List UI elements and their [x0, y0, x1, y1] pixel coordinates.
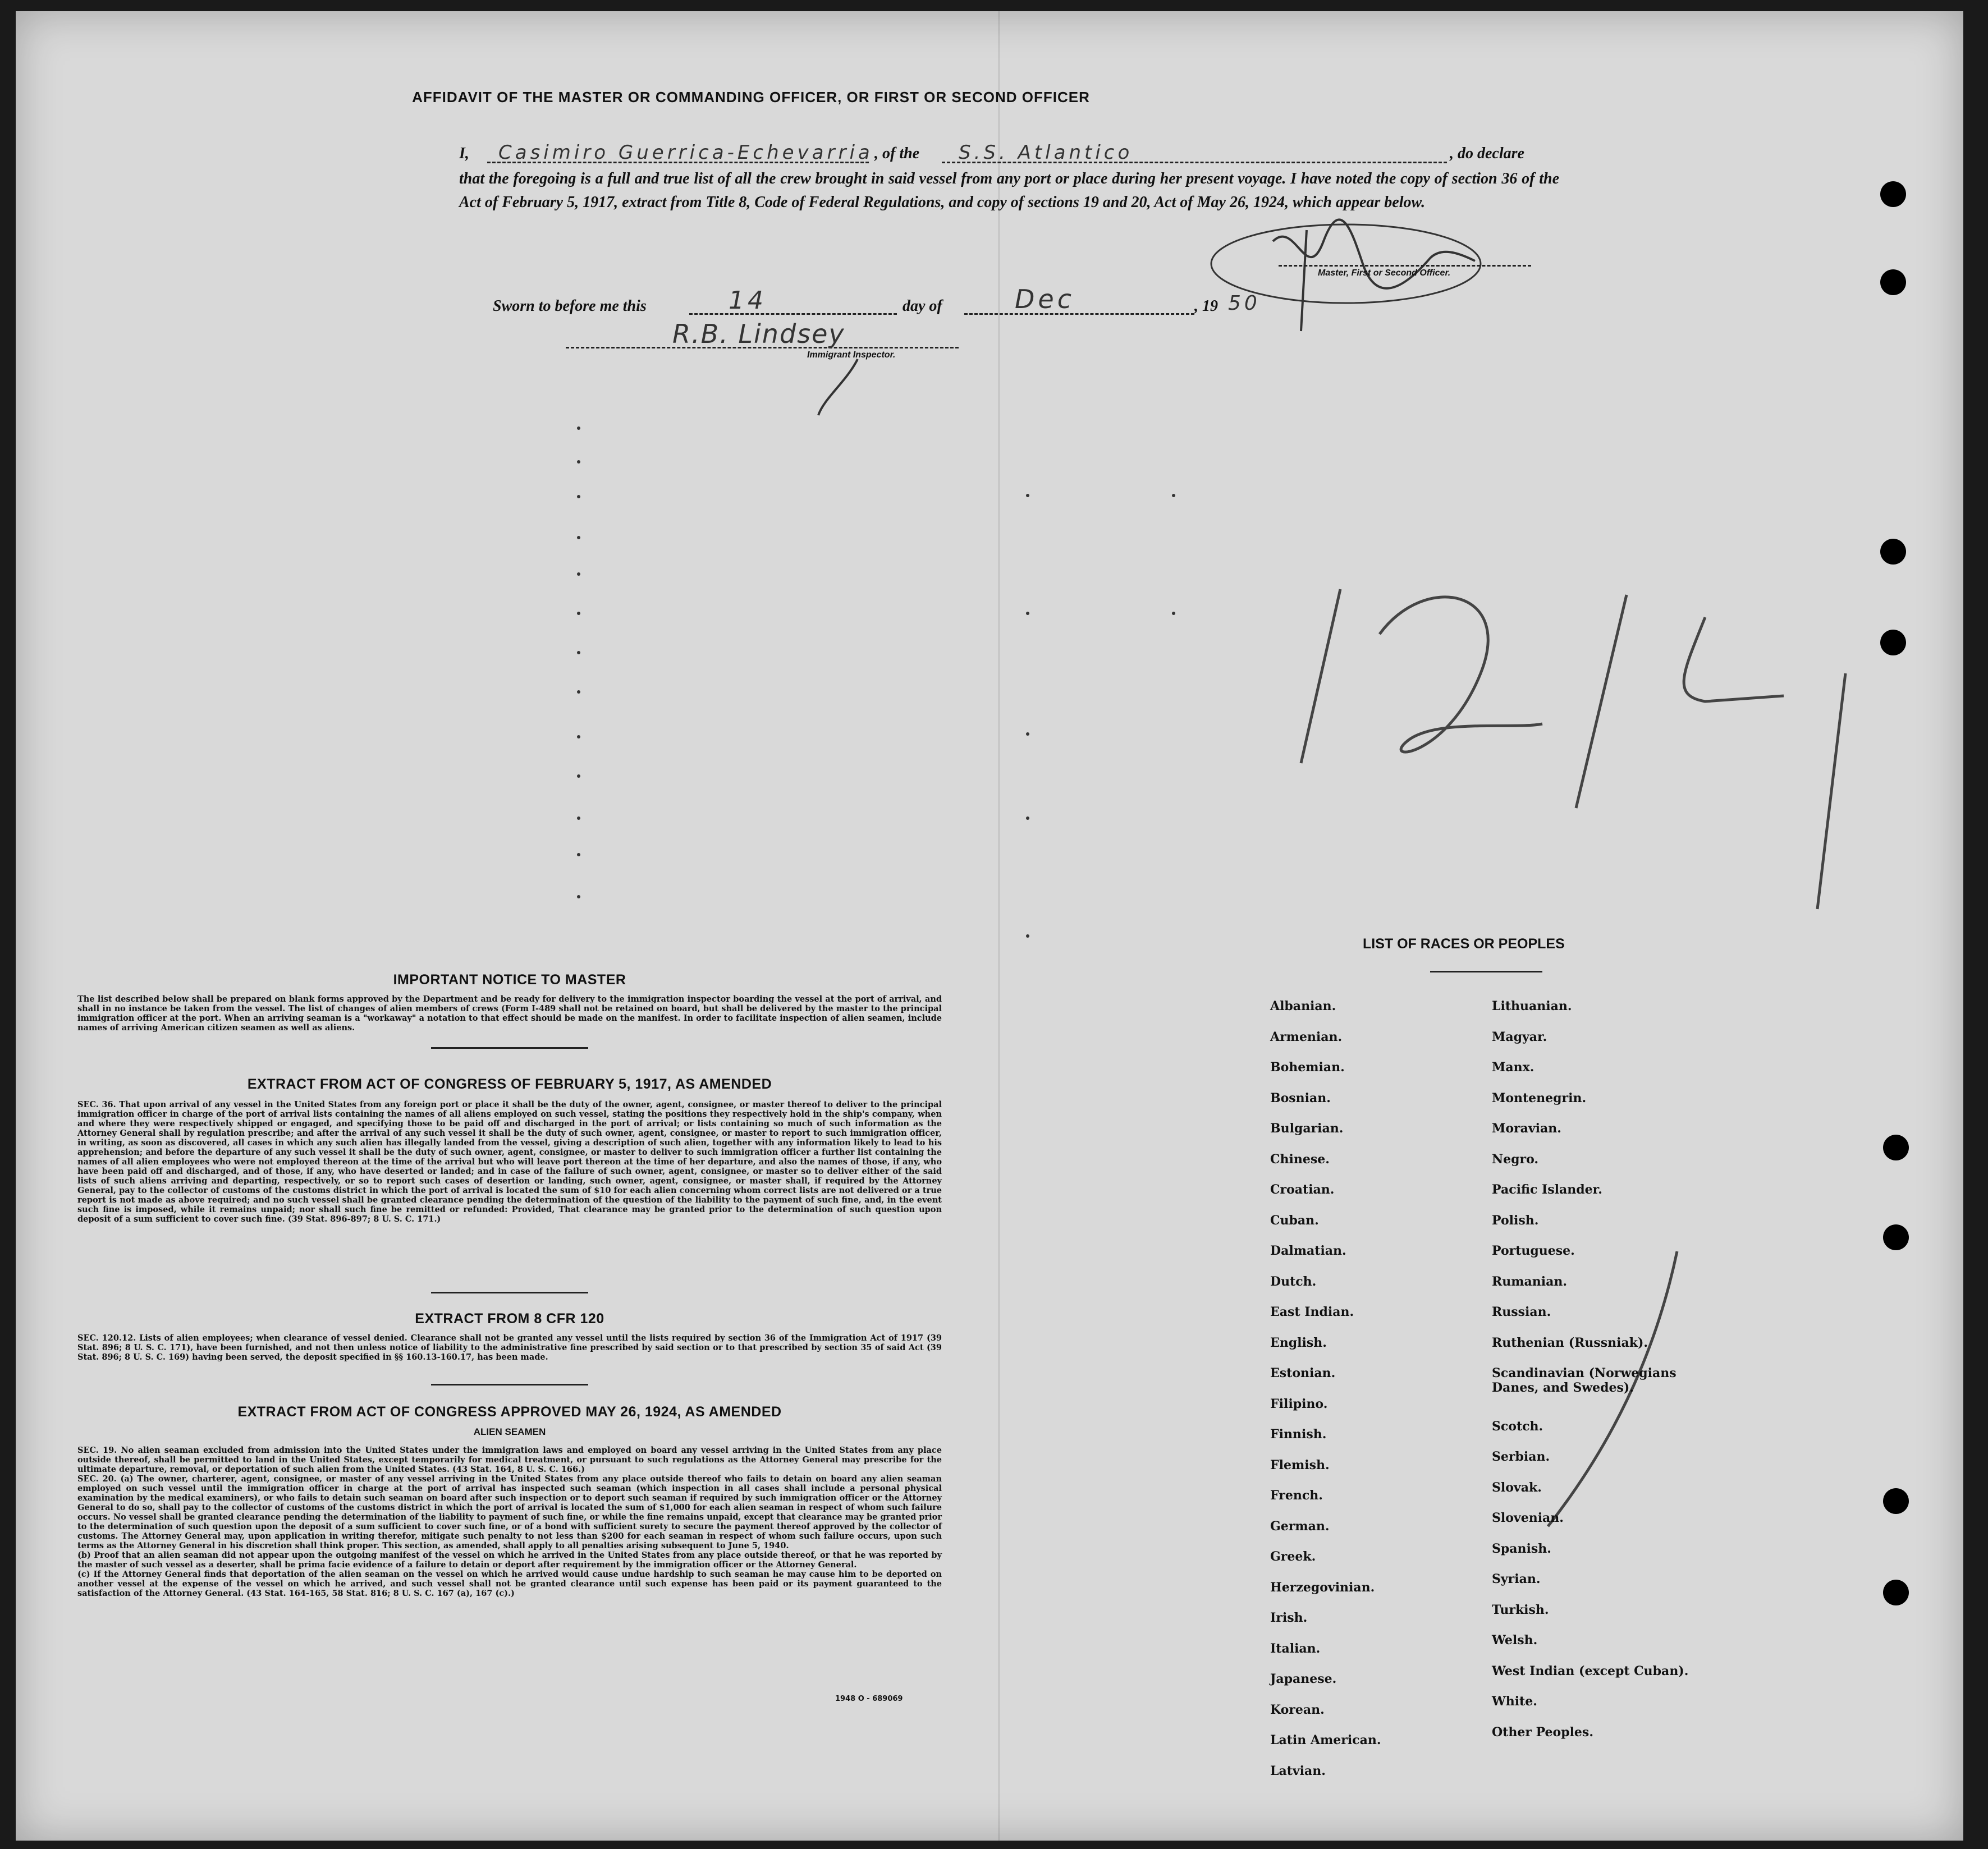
- extractcfr-text: SEC. 120.12. Lists of alien employees; when clearance of vessel denied. Clearance shall not be granted any vessel until the lists required by section 36 of the Immigration Act of 1917 (39 Stat. 896; 8 U. S. C. 171), have been furnished, and not then unless notice of liability to the administrative fine prescribed by said section or to that prescribed by section 35 of said Act (39 Stat. 896; 8 U. S. C. 169) having been served, the deposit specified in §§ 160.13-160.17, has been made.: [77, 1333, 942, 1362]
- race-item: Montenegrin.: [1492, 1090, 1587, 1105]
- binder-hole: [1880, 539, 1906, 565]
- race-item: Lithuanian.: [1492, 999, 1572, 1013]
- race-item: Scandinavian (Norwegians Danes, and Swedes).: [1492, 1366, 1676, 1395]
- inspector-flourish: [801, 354, 869, 421]
- race-item: Welsh.: [1492, 1633, 1538, 1648]
- extract1917-text: SEC. 36. That upon arrival of any vessel in the United States from any foreign port or place it shall be the duty of the owner, agent, consignee, or master thereof to deliver to the principal immigration officer in charge of the port of arrival lists containing the names of all aliens employed on such vessel, stating the positions they respectively hold in the ship's company, when and where they were respectively shipped or engaged, and specifying those to be paid off and discharged in the port of arrival; or lists containing so much of such information as the Attorney General shall by regulation prescribe; and after the arrival of any such vessel it shall be the duty of such owner, agent, consignee, or master to report to such immigration officer, in writing, as soon as discovered, all cases in which any such alien has illegally landed from the vessel, giving a description of such alien, together with any information likely to lead to his apprehension; and before the departure of any such vessel it shall be the duty of such owner, agent, consignee, or master to deliver to such immigration officer a further list containing the names of all alien employees who were not employed thereon at the time of the arrival but who will leave port thereon at the time of her departure, and also the names of those, if any, who have been paid off and discharged, and of those, if any, who have deserted or landed; and in case of the failure of such owner, agent, consignee, or master so to deliver either of the said lists of such aliens arriving and departing, respectively, or so to report such cases of desertion or landing, such owner, agent, consignee, or master shall, if required by the Attorney General, pay to the collector of customs of the customs district in which the port of arrival is located the sum of $10 for each alien concerning whom correct lists are not delivered or a true report is not made as above required; and no such vessel shall be granted clearance pending the determination of the question of the liability to the payment of such fine, and, in the event such fine is imposed, while it remains unpaid; nor shall such fine be remitted or refunded: Provided, That clearance may be granted prior to the determination of such question upon deposit of a sum sufficient to cover such fine. (39 Stat. 896-897; 8 U. S. C. 171.): [77, 1100, 942, 1224]
- notice-rule: [431, 1047, 588, 1049]
- race-item: French.: [1270, 1488, 1323, 1503]
- race-item: Serbian.: [1492, 1449, 1550, 1464]
- race-item: Russian.: [1492, 1305, 1551, 1319]
- race-item: Slovak.: [1492, 1480, 1542, 1495]
- race-item: Turkish.: [1492, 1602, 1549, 1617]
- race-item: Polish.: [1492, 1213, 1539, 1228]
- race-item: Latin American.: [1270, 1733, 1381, 1747]
- race-item: Croatian.: [1270, 1182, 1335, 1197]
- races-title: LIST OF RACES OR PEOPLES: [1363, 936, 1565, 952]
- race-item: Finnish.: [1270, 1427, 1327, 1442]
- race-item: Japanese.: [1270, 1672, 1337, 1686]
- inspector-label: Immigrant Inspector.: [807, 350, 896, 360]
- race-item: Armenian.: [1270, 1029, 1343, 1044]
- handwritten-note-drawing: [1279, 527, 1896, 920]
- race-item: Flemish.: [1270, 1457, 1330, 1472]
- race-item: Other Peoples.: [1492, 1724, 1593, 1740]
- race-item: Portuguese.: [1492, 1244, 1575, 1258]
- race-item: Spanish.: [1492, 1541, 1551, 1556]
- extract1917-title: EXTRACT FROM ACT OF CONGRESS OF FEBRUARY 5, 1917, AS AMENDED: [247, 1076, 772, 1092]
- extractcfr-rule: [431, 1384, 588, 1385]
- race-item: Herzegovinian.: [1270, 1580, 1375, 1595]
- race-item: English.: [1270, 1335, 1327, 1350]
- race-item: Irish.: [1270, 1611, 1308, 1625]
- sworn-month: Dec: [1015, 284, 1075, 314]
- fold-line: [998, 11, 1000, 1841]
- race-item: Ruthenian (Russniak).: [1492, 1335, 1648, 1350]
- race-item: Korean.: [1270, 1702, 1325, 1717]
- race-item: Filipino.: [1270, 1396, 1328, 1411]
- declarant-name: Casimiro Guerrica-Echevarria: [498, 141, 873, 164]
- binder-hole: [1883, 1135, 1909, 1160]
- race-item: Manx.: [1492, 1060, 1534, 1075]
- binder-hole: [1880, 181, 1906, 207]
- race-item: Magyar.: [1492, 1029, 1547, 1044]
- sworn-year: 50: [1228, 292, 1261, 315]
- sworn-label: Sworn to before me this: [493, 297, 647, 315]
- race-item: Cuban.: [1270, 1213, 1319, 1228]
- declaration-prefix: I,: [459, 145, 469, 162]
- race-item: Albanian.: [1270, 999, 1336, 1013]
- day-of-label: day of: [903, 297, 942, 315]
- race-item: Bohemian.: [1270, 1060, 1345, 1075]
- year-prefix: , 19: [1194, 297, 1218, 315]
- race-item: Dutch.: [1270, 1274, 1317, 1289]
- of-the-label: , of the: [874, 145, 920, 162]
- affidavit-title: AFFIDAVIT OF THE MASTER OR COMMANDING OFFICER, OR FIRST OR SECOND OFFICER: [412, 89, 1090, 105]
- race-item: West Indian (except Cuban).: [1492, 1663, 1689, 1678]
- race-item: Latvian.: [1270, 1763, 1326, 1778]
- race-item: Estonian.: [1270, 1366, 1336, 1380]
- race-item: East Indian.: [1270, 1305, 1354, 1319]
- race-item: Moravian.: [1492, 1121, 1561, 1136]
- binder-hole: [1883, 1580, 1909, 1605]
- extractcfr-title: EXTRACT FROM 8 CFR 120: [415, 1311, 604, 1327]
- extract1924-subtitle: ALIEN SEAMEN: [473, 1426, 546, 1437]
- race-item: Slovenian.: [1492, 1511, 1564, 1525]
- race-item: Bosnian.: [1270, 1090, 1331, 1105]
- notice-title: IMPORTANT NOTICE TO MASTER: [393, 972, 626, 988]
- race-item: Negro.: [1492, 1151, 1539, 1167]
- race-item: Italian.: [1270, 1641, 1321, 1656]
- race-item: Pacific Islander.: [1492, 1182, 1602, 1197]
- document-page: [16, 11, 1963, 1841]
- master-signature-line: [1279, 265, 1531, 267]
- race-item: German.: [1270, 1518, 1330, 1534]
- race-item: Greek.: [1270, 1549, 1316, 1564]
- extract1924-title: EXTRACT FROM ACT OF CONGRESS APPROVED MAY 26, 1924, AS AMENDED: [237, 1404, 782, 1420]
- binder-hole: [1880, 630, 1906, 655]
- race-item: Rumanian.: [1492, 1274, 1568, 1289]
- notice-text: The list described below shall be prepared on blank forms approved by the Department and be ready for delivery to the immigration inspector boarding the vessel at the port of arrival, and shall in no instance be taken from the vessel. The list of changes of alien members of crews (Form I-489 shall not be retained on board, but shall be delivered by the master to the principal immigration officer at the port. When an arriving seaman is a "workaway" a notation to that effect should be made on the manifest. In order to facilitate inspection of alien seamen, include names of arriving American citizen seamen as well as aliens.: [77, 994, 942, 1033]
- inspector-signature: R.B. Lindsey: [672, 319, 845, 349]
- binder-hole: [1883, 1224, 1909, 1250]
- binder-hole: [1883, 1488, 1909, 1514]
- do-declare-label: , do declare: [1450, 145, 1524, 162]
- race-item: Bulgarian.: [1270, 1121, 1344, 1136]
- print-code: 1948 O - 689069: [835, 1695, 903, 1703]
- sworn-day: 14: [729, 286, 767, 315]
- race-item: Dalmatian.: [1270, 1244, 1346, 1258]
- vessel-name: S.S. Atlantico: [959, 141, 1133, 164]
- master-label: Master, First or Second Officer.: [1318, 268, 1451, 278]
- sworn-month-line: [964, 313, 1194, 315]
- extract1917-rule: [431, 1292, 588, 1293]
- sworn-day-line: [689, 313, 897, 315]
- race-item: Syrian.: [1492, 1572, 1541, 1586]
- race-item: Chinese.: [1270, 1151, 1330, 1167]
- races-rule: [1430, 971, 1542, 972]
- binder-hole: [1880, 269, 1906, 295]
- declaration-body: that the foregoing is a full and true list of all the crew brought in said vessel from any port or place during her present voyage. I have noted the copy of section 36 of the Act of February 5, 1917, extract from Title 8, Code of Federal Regulations, and copy of sections 19 and 20, Act of May 26, 1924, which appear below.: [459, 170, 1559, 211]
- extract1924-text: SEC. 19. No alien seaman excluded from admission into the United States under the immigration laws and employed on board any vessel arriving in the United States from any place outside thereof, shall be permitted to land in the United States, except temporarily for medical treatment, or pursuant to such regulations as the Attorney General may prescribe for the ultimate departure, removal, or deportation of such alien from the United States. (43 Stat. 164, 8 U. S. C. 166.) SEC. 20. (a) The owner, charterer, agent, consignee, or master of any vessel arriving in the United States from any place outside thereof who fails to detain on board any alien seaman employed on such vessel until the immigration officer in charge at the port of arrival has inspected such seaman (which inspection in all cases shall include a personal physical examination by the medical examiners), or who fails to detain such seaman on board after such inspection or to deport such seaman if required by such immigration officer or the Attorney General to do so, shall pay to the collector of customs of the customs district in which the port of arrival is located the sum of $1,000 for each alien seaman in respect of whom such failure occurs. No vessel shall be granted clearance pending the determination of the liability to payment of such fine, or while the fine remains unpaid, except that clearance may be granted prior to the determination of such question upon the deposit of a sum sufficient to cover such fine, or of a bond with sufficient surety to secure the payment thereof approved by the collector of customs. The Attorney General may, upon application in writing therefor, mitigate such penalty to not less than $200 for each seaman in respect of whom such failure occurs, upon such terms as the Attorney General in his discretion shall think proper. This section, as amended, shall apply to all penalties arising subsequent to June 5, 1940. (b) Proof that an alien seaman did not appear upon the outgoing manifest of the vessel on which he arrived in the United States from any place outside thereof, or that he was reported by the master of such vessel as a deserter, shall be prima facie evidence of a failure to detain or deport after requirement by the immigration officer or the Attorney General. (c) If the Attorney General finds that deportation of the alien seaman on the vessel on which he arrived would cause undue hardship to such seaman he may cause him to be deported on another vessel at the expense of the vessel on which he arrived, and such vessel shall not be granted clearance until such expense has been paid or its payment guaranteed to the satisfaction of the Attorney General. (43 Stat. 164-165, 58 Stat. 816; 8 U. S. C. 167 (a), 167 (c).): [77, 1446, 942, 1598]
- race-item: Scotch.: [1492, 1419, 1543, 1434]
- race-item: White.: [1492, 1694, 1537, 1709]
